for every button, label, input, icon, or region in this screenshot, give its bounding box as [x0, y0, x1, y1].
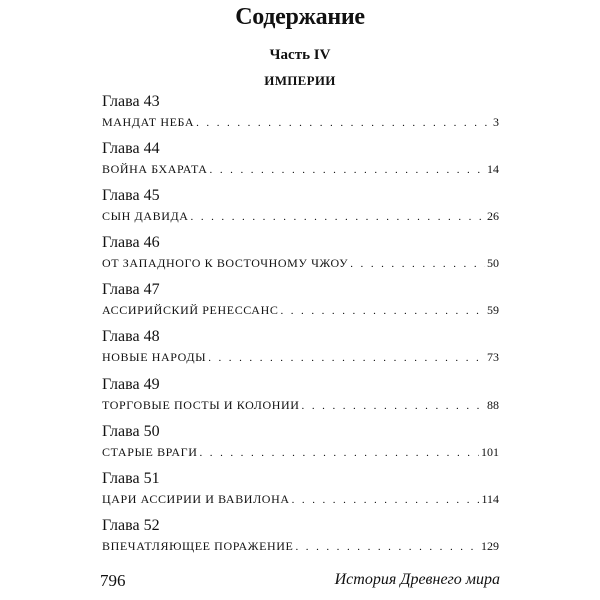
toc-entry [102, 139, 499, 186]
toc-entry [102, 280, 499, 327]
dot-leader [196, 114, 491, 132]
toc-line [102, 113, 499, 131]
chapter-title: СТАРЫЕ ВРАГИ [102, 444, 198, 459]
chapter-title: ЦАРИ АССИРИИ И ВАВИЛОНА [102, 491, 290, 506]
page-ref: 50 [487, 256, 499, 271]
toc-entry [102, 233, 499, 280]
page-ref: 59 [487, 303, 499, 318]
page-title: Содержание [235, 4, 365, 30]
chapter-number: Глава 48 [102, 328, 160, 346]
part-heading: Часть IV [269, 47, 331, 63]
chapter-number: Глава 44 [102, 140, 160, 158]
dot-leader [191, 208, 485, 226]
dot-leader [350, 255, 485, 273]
page-ref: 14 [487, 162, 499, 177]
toc-line [102, 254, 499, 272]
table-of-contents [102, 92, 499, 563]
dot-leader [210, 161, 485, 179]
toc-line [102, 160, 499, 178]
toc-entry [102, 186, 499, 233]
toc-entry [102, 375, 499, 422]
toc-line [102, 537, 499, 555]
chapter-number: Глава 51 [102, 469, 160, 487]
chapter-number: Глава 43 [102, 93, 160, 110]
toc-entry [102, 516, 499, 563]
dot-leader [199, 444, 479, 462]
chapter-number: Глава 50 [102, 422, 160, 440]
chapter-number: Глава 52 [102, 516, 160, 534]
page-ref: 129 [481, 538, 499, 553]
part-title: ИМПЕРИИ [264, 73, 336, 88]
page-ref: 101 [481, 444, 499, 459]
dot-leader [295, 538, 479, 556]
chapter-title: МАНДАТ НЕБА [102, 115, 195, 129]
toc-line [102, 207, 499, 225]
toc-line [102, 490, 499, 508]
chapter-number: Глава 49 [102, 375, 160, 393]
dot-leader [208, 349, 485, 367]
chapter-title: ОТ ЗАПАДНОГО К ВОСТОЧНОМУ ЧЖОУ [102, 256, 349, 271]
chapter-title: ВПЕЧАТЛЯЮЩЕЕ ПОРАЖЕНИЕ [102, 538, 294, 553]
toc-line [102, 396, 499, 414]
chapter-title: АССИРИЙСКИЙ РЕНЕССАНС [102, 303, 279, 318]
dot-leader [292, 491, 480, 509]
chapter-number: Глава 47 [102, 281, 160, 299]
dot-leader [280, 302, 485, 320]
page-ref: 88 [487, 397, 499, 412]
toc-line [102, 301, 499, 319]
page-ref: 3 [493, 115, 499, 129]
chapter-title: ВОЙНА БХАРАТА [102, 162, 208, 177]
page-ref: 26 [487, 209, 499, 224]
toc-entry [102, 327, 499, 374]
dot-leader [302, 397, 485, 415]
chapter-number: Глава 46 [102, 234, 160, 252]
chapter-title: НОВЫЕ НАРОДЫ [102, 350, 207, 365]
toc-entry [102, 92, 499, 139]
page-ref: 114 [481, 491, 499, 506]
page-ref: 73 [487, 350, 499, 365]
page-number: 796 [100, 571, 126, 590]
toc-entry [102, 422, 499, 469]
running-footer-title: История Древнего мира [334, 571, 500, 588]
chapter-title: ТОРГОВЫЕ ПОСТЫ И КОЛОНИИ [102, 397, 300, 412]
chapter-number: Глава 45 [102, 187, 160, 205]
toc-line [102, 443, 499, 461]
toc-entry [102, 469, 499, 516]
chapter-title: СЫН ДАВИДА [102, 209, 189, 224]
toc-line [102, 348, 499, 366]
